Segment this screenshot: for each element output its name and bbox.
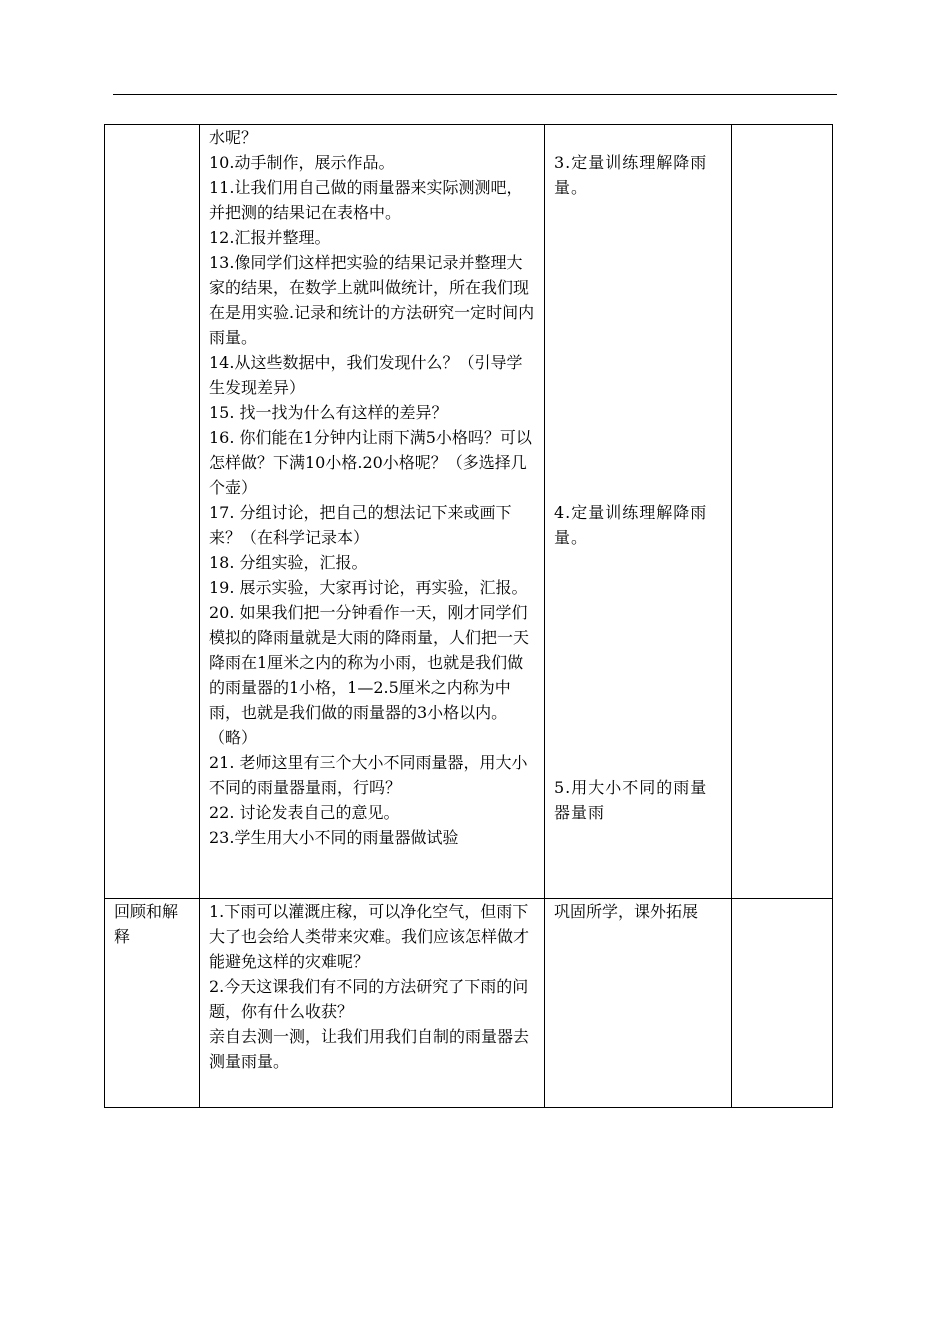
table-row [105,899,833,1108]
objective-item: 5.用大小不同的雨量器量雨 [554,778,708,822]
objective-item: 巩固所学，课外拓展 [554,902,699,921]
activity-line: 2.今天这课我们有不同的方法研究了下雨的问题，你有什么收获？ [209,977,529,1021]
objective-item: 3.定量训练理解降雨量。 [554,153,708,197]
activity-line: 13.像同学们这样把实验的结果记录并整理大家的结果，在数学上就叫做统计，所在我们现在是用实验.记录和统计的方法研究一定时间内雨量。 [209,253,535,347]
table-row [105,125,833,899]
activity-line: 17. 分组讨论，把自己的想法记下来或画下来？（在科学记录本） [209,503,512,547]
activity-line: 23.学生用大小不同的雨量器做试验 [209,828,459,847]
lesson-plan-table [104,124,833,1108]
activities-cell [200,899,545,1108]
activity-line: 15. 找一找为什么有这样的差异？ [209,403,448,422]
stage-label: 回顾和解释 [114,902,179,946]
activity-line: 水呢？ [209,128,258,147]
activity-line: 22. 讨论发表自己的意见。 [209,803,400,822]
activity-line: 19. 展示实验，大家再讨论，再实验，汇报。 [209,578,528,597]
activity-line: 14.从这些数据中，我们发现什么？（引导学生发现差异） [209,353,523,397]
stage-cell [105,125,200,899]
stage-cell [105,899,200,1108]
notes-cell [732,899,833,1108]
activities-cell [200,125,545,899]
activity-line: 亲自去测一测，让我们用我们自制的雨量器去测量雨量。 [209,1027,530,1071]
activity-line: 12.汇报并整理。 [209,228,331,247]
activity-line: 11.让我们用自己做的雨量器来实际测测吧，并把测的结果记在表格中。 [209,178,523,222]
objective-item: 4.定量训练理解降雨量。 [554,503,708,547]
objectives-cell [545,125,732,899]
activity-line: 20. 如果我们把一分钟看作一天，刚才同学们模拟的降雨量就是大雨的降雨量，人们把一天降雨在1厘米之内的称为小雨，也就是我们做的雨量器的1小格，1—2.5厘米之内称为中雨，也就是我们做的雨量器的3小格以内。（略） [209,603,530,747]
activity-line: 16. 你们能在1分钟内让雨下满5小格吗？可以怎样做？下满10小格.20小格呢？（多选择几个壶） [209,428,532,497]
activity-line: 21. 老师这里有三个大小不同雨量器，用大小不同的雨量器量雨，行吗？ [209,753,528,797]
objectives-cell [545,899,732,1108]
activity-line: 1.下雨可以灌溉庄稼，可以净化空气，但雨下大了也会给人类带来灾难。我们应该怎样做才能避免这样的灾难呢？ [209,902,530,971]
notes-cell [732,125,833,899]
activity-line: 18. 分组实验，汇报。 [209,553,368,572]
activity-line: 10.动手制作，展示作品。 [209,153,395,172]
header-rule [113,94,837,95]
